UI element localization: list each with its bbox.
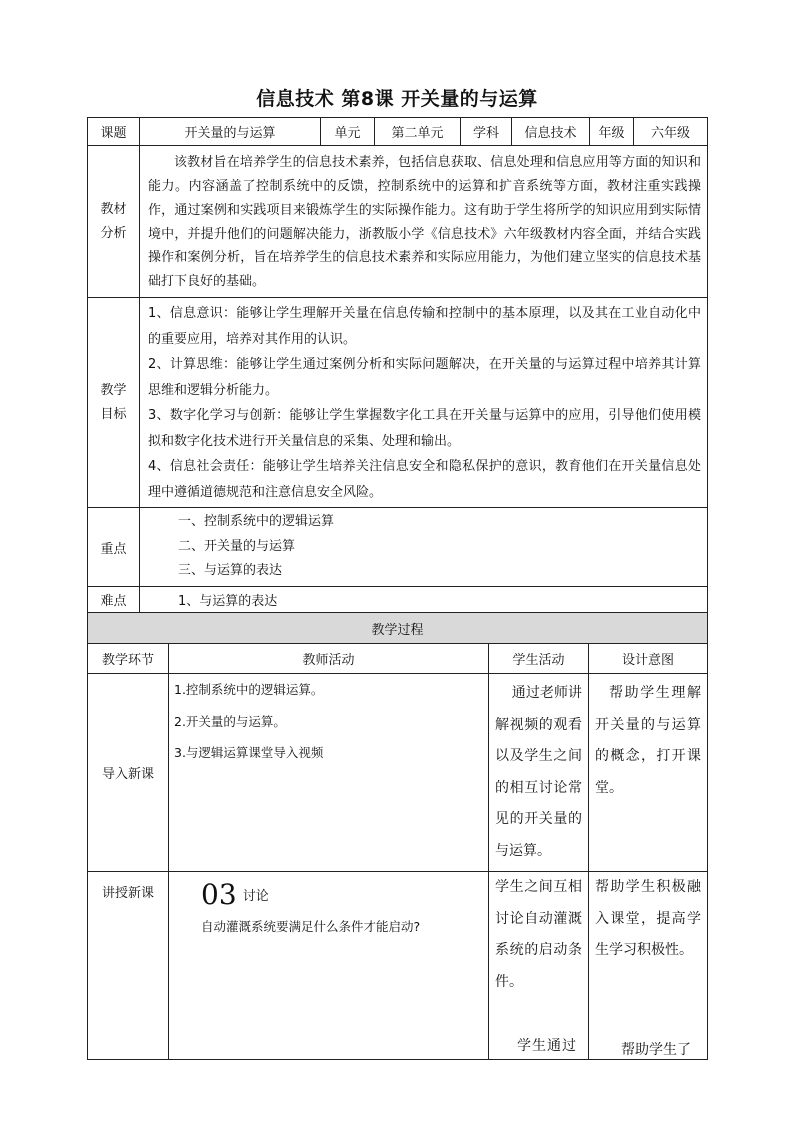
teacher-step: 2.开关量的与运算。 <box>174 713 286 729</box>
page-title: 信息技术 第8课 开关量的与运算 <box>256 88 538 110</box>
slide-heading <box>201 878 488 912</box>
teacher-activity-intro <box>169 674 489 872</box>
slide-number: 03 <box>201 878 237 911</box>
grade-label: 年级 <box>590 118 634 146</box>
process-row-intro <box>88 674 708 872</box>
slide-question: 自动灌溉系统要满足什么条件才能启动? <box>201 919 421 934</box>
student-activity-intro: 通过老师讲解视频的观看以及学生之间的相互讨论常见的开关量的与运算。 <box>489 674 589 872</box>
teacher-step: 1.控制系统中的逻辑运算。 <box>174 682 324 697</box>
process-heading-row <box>88 613 708 644</box>
intent-continued: 帮助学生了 <box>621 1042 691 1058</box>
process-columns-row <box>88 644 708 674</box>
analysis-text: 该教材旨在培养学生的信息技术素养，包括信息获取、信息处理和信息应用等方面的知识和能力。内容涵盖了控制系统中的反馈，控制系统中的运算和扩音系统等方面，教材注重实践操作，通过案例和实践项目来锻炼学生的实际操作能力。这有助于学生将所学的知识应用到实际情境中，并提升他们的问题解决能力，浙教版小学《信息技术》六年级教材内容全面，并结合实践操作和案例分析，旨在培养学生的信息技术素养和实际应用能力，为他们建立坚实的信息技术基础打下良好的基础。 <box>140 146 708 298</box>
header-row <box>88 118 708 146</box>
topic-value: 开关量的与运算 <box>140 118 321 146</box>
col-student: 学生活动 <box>489 644 589 674</box>
slide-label: 讨论 <box>242 889 269 904</box>
intent-intro: 帮助学生理解开关量的与运算的概念，打开课堂。 <box>589 674 708 872</box>
unit-value: 第二单元 <box>375 118 461 146</box>
student-activity-new: 学生之间互相讨论自动灌溉系统的启动条件。 学生通过 <box>489 872 589 1060</box>
key-points-label: 重点 <box>88 508 140 587</box>
process-table <box>87 612 708 1060</box>
unit-label: 单元 <box>321 118 375 146</box>
key-points-row <box>88 508 708 587</box>
teacher-activity-new <box>169 872 489 1060</box>
goal-item: 1、信息意识：能够让学生理解开关量在信息传输和控制中的基本原理，以及其在工业自动化中的重要应用，培养对其作用的认识。 <box>148 306 701 347</box>
stage-new: 讲授新课 <box>88 872 169 1060</box>
subject-label: 学科 <box>461 118 512 146</box>
lesson-info-table <box>87 117 708 613</box>
subject-value: 信息技术 <box>512 118 590 146</box>
goal-item: 4、信息社会责任：能够让学生培养关注信息安全和隐私保护的意识，教育他们在开关量信息处理中遵循道德规范和注意信息安全风险。 <box>148 459 701 500</box>
analysis-row <box>88 146 708 298</box>
difficult-row <box>88 587 708 613</box>
process-heading: 教学过程 <box>88 613 708 644</box>
col-stage: 教学环节 <box>88 644 169 674</box>
key-points-list <box>140 508 708 587</box>
teacher-step: 3.与逻辑运算课堂导入视频 <box>174 745 324 760</box>
goals-row <box>88 298 708 508</box>
goals-label: 教学 目标 <box>88 298 140 508</box>
key-point-item: 三、与运算的表达 <box>178 563 283 579</box>
stage-intro: 导入新课 <box>88 674 169 872</box>
key-point-item: 二、开关量的与运算 <box>178 538 296 554</box>
grade-value: 六年级 <box>634 118 708 146</box>
student-activity-continued: 学生通过 <box>517 1038 577 1054</box>
key-point-item: 一、控制系统中的逻辑运算 <box>178 514 335 530</box>
process-row-new <box>88 872 708 1060</box>
difficult-text: 1、与运算的表达 <box>140 587 708 613</box>
analysis-label: 教材 分析 <box>88 146 140 298</box>
col-teacher: 教师活动 <box>169 644 489 674</box>
goals-list <box>140 298 708 508</box>
topic-label: 课题 <box>88 118 140 146</box>
intent-new: 帮助学生积极融入课堂，提高学生学习积极性。 帮助学生了 <box>589 872 708 1060</box>
difficult-label: 难点 <box>88 587 140 613</box>
goal-item: 3、数字化学习与创新：能够让学生掌握数字化工具在开关量与运算中的应用，引导他们使用模拟和数字化技术进行开关量信息的采集、处理和输出。 <box>148 408 701 449</box>
col-intent: 设计意图 <box>589 644 708 674</box>
goal-item: 2、计算思维：能够让学生通过案例分析和实际问题解决，在开关量的与运算过程中培养其计算思维和逻辑分析能力。 <box>148 357 701 398</box>
